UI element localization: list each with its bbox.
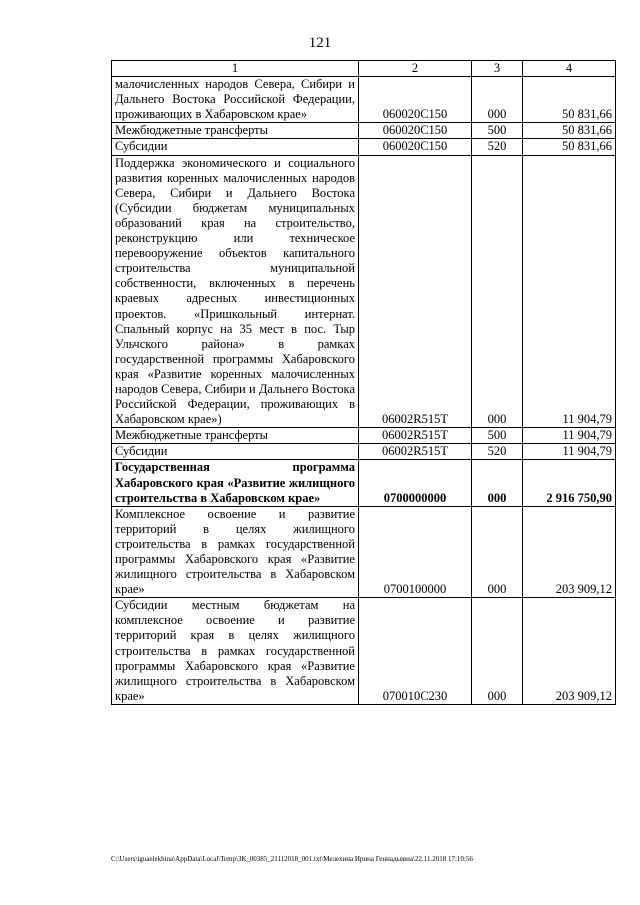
row-type: 000 xyxy=(472,598,523,705)
row-name: Субсидии местным бюджетам на комплексное освоение и развитие территорий края в целях жилищного строительства в рамках государственной программы Хабаровского края «Развитие жилищного строительства в Хабаровском крае» xyxy=(112,598,359,705)
row-amount: 50 831,66 xyxy=(523,139,616,155)
column-header-1: 1 xyxy=(112,61,359,77)
column-header-2: 2 xyxy=(359,61,472,77)
row-code: 060020С150 xyxy=(359,139,472,155)
table-row xyxy=(112,506,616,598)
table-row xyxy=(112,598,616,705)
row-amount: 50 831,66 xyxy=(523,77,616,123)
row-name: Межбюджетные трансферты xyxy=(112,428,359,444)
table-row-program xyxy=(112,460,616,506)
column-header-3: 3 xyxy=(472,61,523,77)
row-code: 06002R515T xyxy=(359,155,472,428)
file-path-footer: C:\Users\iguaelekhina\AppData\Local\Temp\ЗК_00385_21112018_001.txt\Мелехина Ирина Геннадьевна\22.11.2018 17:10:56 xyxy=(111,855,473,863)
row-amount: 2 916 750,90 xyxy=(523,460,616,506)
row-name: Субсидии xyxy=(112,139,359,155)
table-row xyxy=(112,123,616,139)
row-code: 060020С150 xyxy=(359,77,472,123)
row-name: Поддержка экономического и социального развития коренных малочисленных народов Севера, Сибири и Дальнего Востока (Субсидии бюджетам муниципальных образований края на строительство, реконструкцию или техническое перевооружение объектов капитального строительства муниципальной собственности, включенных в перечень краевых адресных инвестиционных проектов. «Пришкольный интернат. Спальный корпус на 35 мест в пос. Тыр Ульчского района» в рамках государственной программы Хабаровского края «Развитие коренных малочисленных народов Севера, Сибири и Дальнего Востока Российской Федерации, проживающих в Хабаровском крае») xyxy=(112,155,359,428)
row-type: 000 xyxy=(472,77,523,123)
row-amount: 11 904,79 xyxy=(523,155,616,428)
row-code: 0700000000 xyxy=(359,460,472,506)
row-type: 000 xyxy=(472,506,523,598)
table-row xyxy=(112,428,616,444)
row-type: 000 xyxy=(472,460,523,506)
row-name: Межбюджетные трансферты xyxy=(112,123,359,139)
table-header-row xyxy=(112,61,616,77)
row-type: 520 xyxy=(472,139,523,155)
table-row xyxy=(112,77,616,123)
row-amount: 50 831,66 xyxy=(523,123,616,139)
page-number: 121 xyxy=(308,35,332,51)
row-code: 070010С230 xyxy=(359,598,472,705)
row-code: 06002R515T xyxy=(359,428,472,444)
row-type: 000 xyxy=(472,155,523,428)
row-code: 06002R515T xyxy=(359,444,472,460)
row-code: 060020С150 xyxy=(359,123,472,139)
row-name: Государственная программа Хабаровского края «Развитие жилищного строительства в Хабаровском крае» xyxy=(112,460,359,506)
row-type: 520 xyxy=(472,444,523,460)
row-code: 0700100000 xyxy=(359,506,472,598)
row-amount: 203 909,12 xyxy=(523,598,616,705)
row-name: Комплексное освоение и развитие территорий в целях жилищного строительства в рамках государственной программы Хабаровского края «Развитие жилищного строительства в Хабаровском крае» xyxy=(112,506,359,598)
row-type: 500 xyxy=(472,428,523,444)
budget-table xyxy=(111,60,616,705)
table-row xyxy=(112,139,616,155)
row-amount: 11 904,79 xyxy=(523,428,616,444)
row-amount: 203 909,12 xyxy=(523,506,616,598)
column-header-4: 4 xyxy=(523,61,616,77)
row-name: малочисленных народов Севера, Сибири и Дальнего Востока Российской Федерации, проживающих в Хабаровском крае» xyxy=(112,77,359,123)
row-amount: 11 904,79 xyxy=(523,444,616,460)
table-row xyxy=(112,444,616,460)
table-row xyxy=(112,155,616,428)
row-name: Субсидии xyxy=(112,444,359,460)
row-type: 500 xyxy=(472,123,523,139)
